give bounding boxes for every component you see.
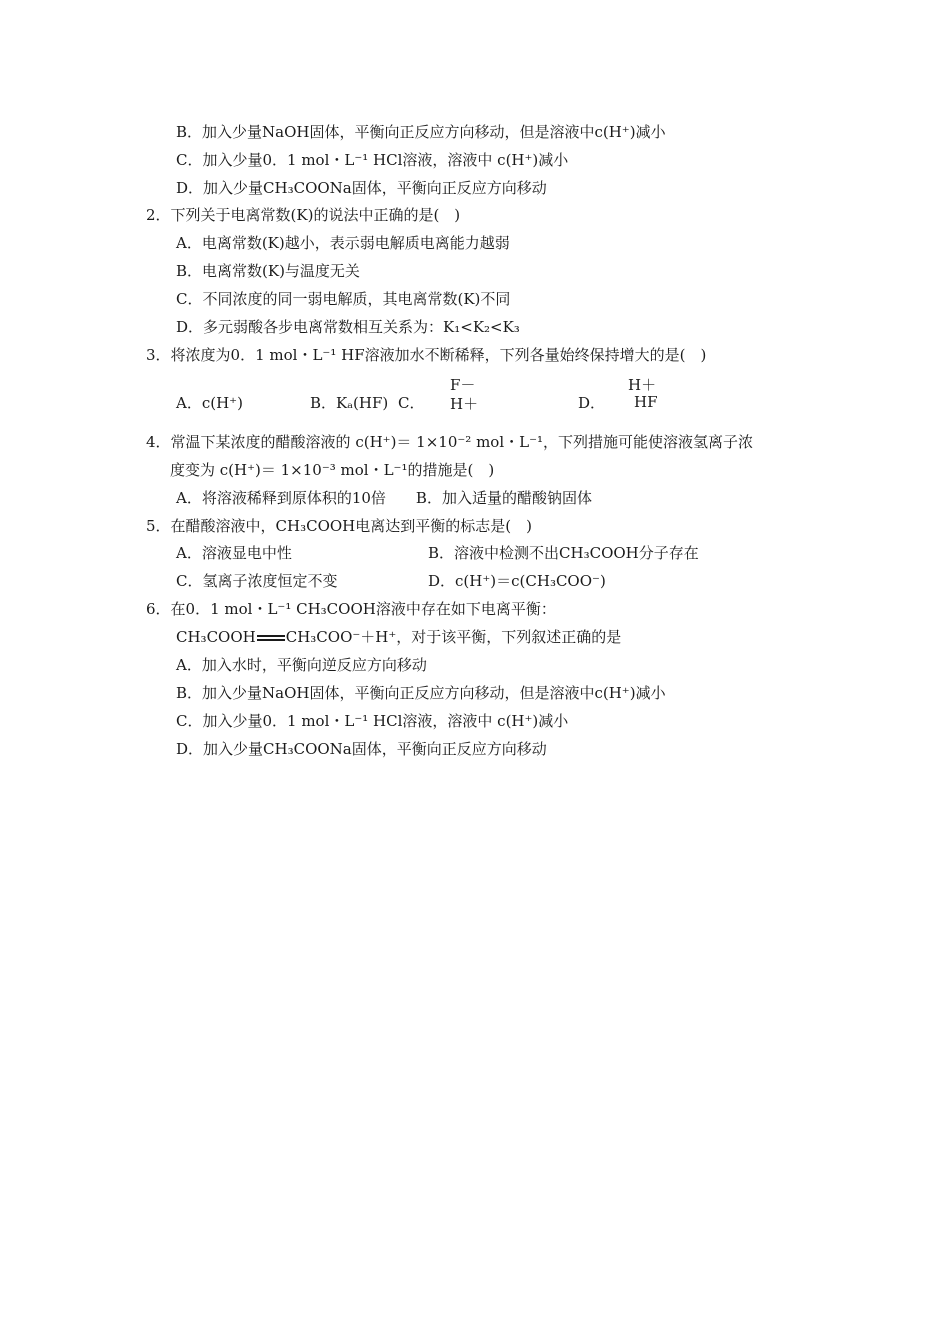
q6-option-c: C．加入少量0．1 mol・L⁻¹ HCl溶液，溶液中 c(H⁺)减小 bbox=[176, 712, 569, 730]
q4-options: A．将溶液稀释到原体积的10倍 B．加入适量的醋酸钠固体 bbox=[176, 489, 592, 507]
q2-option-c: C．不同浓度的同一弱电解质，其电离常数(K)不同 bbox=[176, 290, 511, 308]
q5-option-b: B．溶液中检测不出CH₃COOH分子存在 bbox=[428, 544, 699, 562]
q6-option-b: B．加入少量NaOH固体，平衡向正反应方向移动，但是溶液中c(H⁺)减小 bbox=[176, 684, 666, 702]
q3-option-d-numerator: H＋ bbox=[628, 376, 657, 394]
q3-option-b: B．Kₐ(HF) bbox=[310, 394, 389, 412]
q6-option-d: D．加入少量CH₃COONa固体，平衡向正反应方向移动 bbox=[176, 740, 547, 758]
q6-equation-right: CH₃COO⁻＋H⁺，对于该平衡，下列叙述正确的是 bbox=[285, 628, 622, 646]
equilibrium-arrow-icon bbox=[257, 634, 285, 642]
q3-option-d-denominator: HF bbox=[634, 393, 658, 411]
q3-stem: 3．将浓度为0．1 mol・L⁻¹ HF溶液加水不断稀释，下列各量始终保持增大的是( ) bbox=[146, 346, 707, 364]
q6-option-a: A．加入水时，平衡向逆反应方向移动 bbox=[176, 656, 427, 674]
q6-stem: 6．在0．1 mol・L⁻¹ CH₃COOH溶液中存在如下电离平衡： bbox=[146, 600, 556, 618]
prev-option-b: B．加入少量NaOH固体，平衡向正反应方向移动，但是溶液中c(H⁺)减小 bbox=[176, 123, 666, 141]
q5-option-a: A．溶液显电中性 bbox=[176, 544, 292, 562]
q2-option-d: D．多元弱酸各步电离常数相互关系为：K₁<K₂<K₃ bbox=[176, 318, 520, 336]
q3-option-c-label: C． bbox=[398, 394, 425, 412]
q5-stem: 5．在醋酸溶液中，CH₃COOH电离达到平衡的标志是( ) bbox=[146, 517, 532, 535]
q6-equation-left: CH₃COOH bbox=[176, 628, 256, 646]
q5-option-c: C．氢离子浓度恒定不变 bbox=[176, 572, 338, 590]
q3-option-a: A．c(H⁺) bbox=[176, 394, 243, 412]
q5-option-d: D．c(H⁺)＝c(CH₃COO⁻) bbox=[428, 572, 606, 590]
q4-stem-line1: 4．常温下某浓度的醋酸溶液的 c(H⁺)＝ 1×10⁻² mol・L⁻¹，下列措施可能使溶液氢离子浓 bbox=[146, 433, 754, 451]
prev-option-c: C．加入少量0．1 mol・L⁻¹ HCl溶液，溶液中 c(H⁺)减小 bbox=[176, 151, 569, 169]
q2-stem: 2．下列关于电离常数(K)的说法中正确的是( ) bbox=[146, 206, 461, 224]
q3-option-c-denominator: H＋ bbox=[450, 395, 479, 413]
q2-option-b: B．电离常数(K)与温度无关 bbox=[176, 262, 360, 280]
q3-option-c-numerator: F－ bbox=[450, 376, 476, 394]
q3-option-d-label: D． bbox=[578, 394, 606, 412]
q4-stem-line2: 度变为 c(H⁺)＝ 1×10⁻³ mol・L⁻¹的措施是( ) bbox=[170, 461, 495, 479]
q2-option-a: A．电离常数(K)越小，表示弱电解质电离能力越弱 bbox=[176, 234, 510, 252]
q6-equation bbox=[176, 627, 621, 647]
prev-option-d: D．加入少量CH₃COONa固体，平衡向正反应方向移动 bbox=[176, 179, 547, 197]
